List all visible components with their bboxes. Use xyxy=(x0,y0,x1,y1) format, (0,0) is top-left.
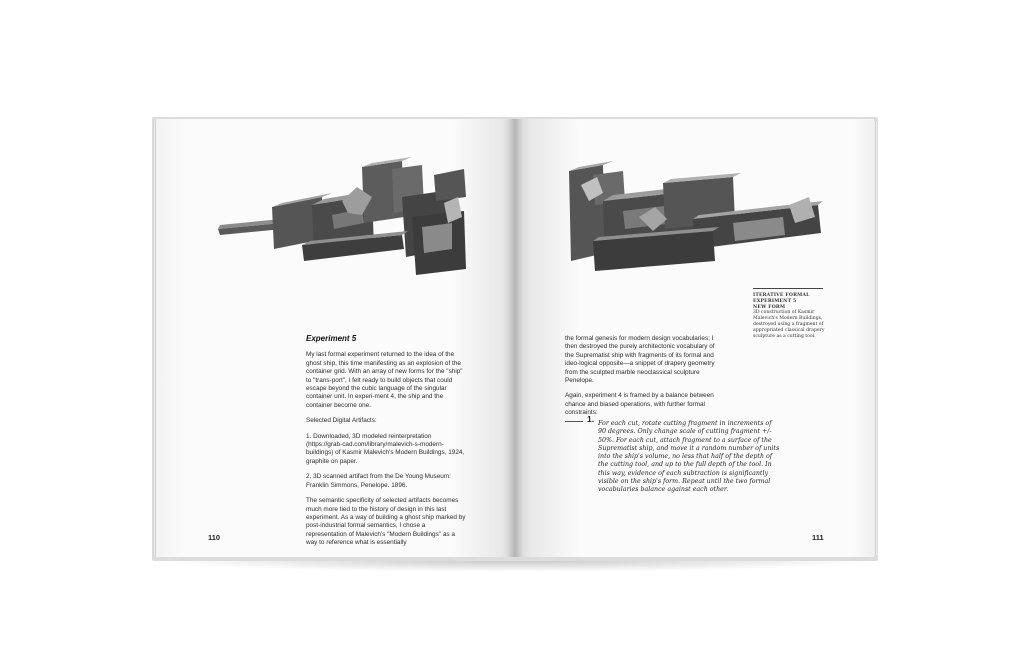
paragraph: the formal genesis for modern design vocabularies; I then destroyed the purely architectonic vocabulary of the Suprematist ship with fragments of its formal and ideo-logical opposite—a snippet of drapery geometry from the sculpted marble neoclassical sculpture Penelope. xyxy=(565,335,715,385)
left-body-text xyxy=(306,335,466,555)
ship-model-image-right xyxy=(563,161,825,276)
paragraph: My last formal experiment returned to the idea of the ghost ship, this time manifesting as an explosion of the container grid. With an array of new forms for the "ship" to "trans-port", I felt ready to build objects that could escape beyond the cubic language of the singular container unit. In experi-ment 4, the ship and the container become one. xyxy=(306,351,463,409)
page-number-left: 110 xyxy=(208,533,221,542)
sidebar-title-line: ITERATIVE FORMAL xyxy=(753,293,810,298)
paragraph: 2. 3D scanned artifact from the De Young Museum: Franklin Simmons, Penelope. 1896. xyxy=(306,473,451,489)
paragraph: Selected Digital Artifacts: xyxy=(306,417,377,425)
sidebar-rule xyxy=(753,288,823,289)
sidebar-title-line: NEW FORM xyxy=(753,304,786,310)
right-body-text xyxy=(565,335,725,425)
experiment-heading: Experiment 5 xyxy=(306,334,357,343)
paragraph: 1. Downloaded, 3D modeled reinterpretation (https://grab-cad.com/library/malevich-s-modern-buildings) of Kasmir Malevich's Modern Buildings, 1924, graphite on paper. xyxy=(306,432,465,465)
constraint-list-item: For each cut, rotate cutting fragment in increments of 90 degrees. Only change scale of cutting fragment +/- 50%. For each cut, attach fragment to a surface of the Suprematist ship, and move it a random number of units into the ship's volume, no less that half of the depth of the cutting tool, and up to the full depth of the tool. In this way, evidence of each subtraction is significantly visible on the ship's form. Repeat until the two formal vocabularies balance against each other. xyxy=(598,420,780,494)
paragraph: The semantic specificity of selected artifacts becomes much more tied to the history of design in this last experiment. As a way of building a ghost ship marked by post-industrial formal semantics, I chose a representation of Malevich's "Modern Buildings" as a way to reference what is essentially xyxy=(306,497,466,547)
left-page xyxy=(156,119,515,557)
book-spine xyxy=(507,119,523,557)
page-number-right: 111 xyxy=(812,533,824,542)
paragraph: Again, experiment 4 is framed by a balance between chance and biased operations, with further formal constraints: xyxy=(565,392,714,417)
figure-sidebar xyxy=(753,288,827,339)
ship-model-image-left xyxy=(212,157,468,277)
sidebar-title-line: EXPERIMENT 5 xyxy=(753,298,797,304)
sidebar-caption: 3D construction of Kasmir Malevich's Modern Buildings, destroyed using a fragment of appropriated classical drapery sculpture as a cutting tool. xyxy=(753,310,825,339)
list-number: 1. xyxy=(587,414,595,424)
list-rule xyxy=(565,421,583,422)
